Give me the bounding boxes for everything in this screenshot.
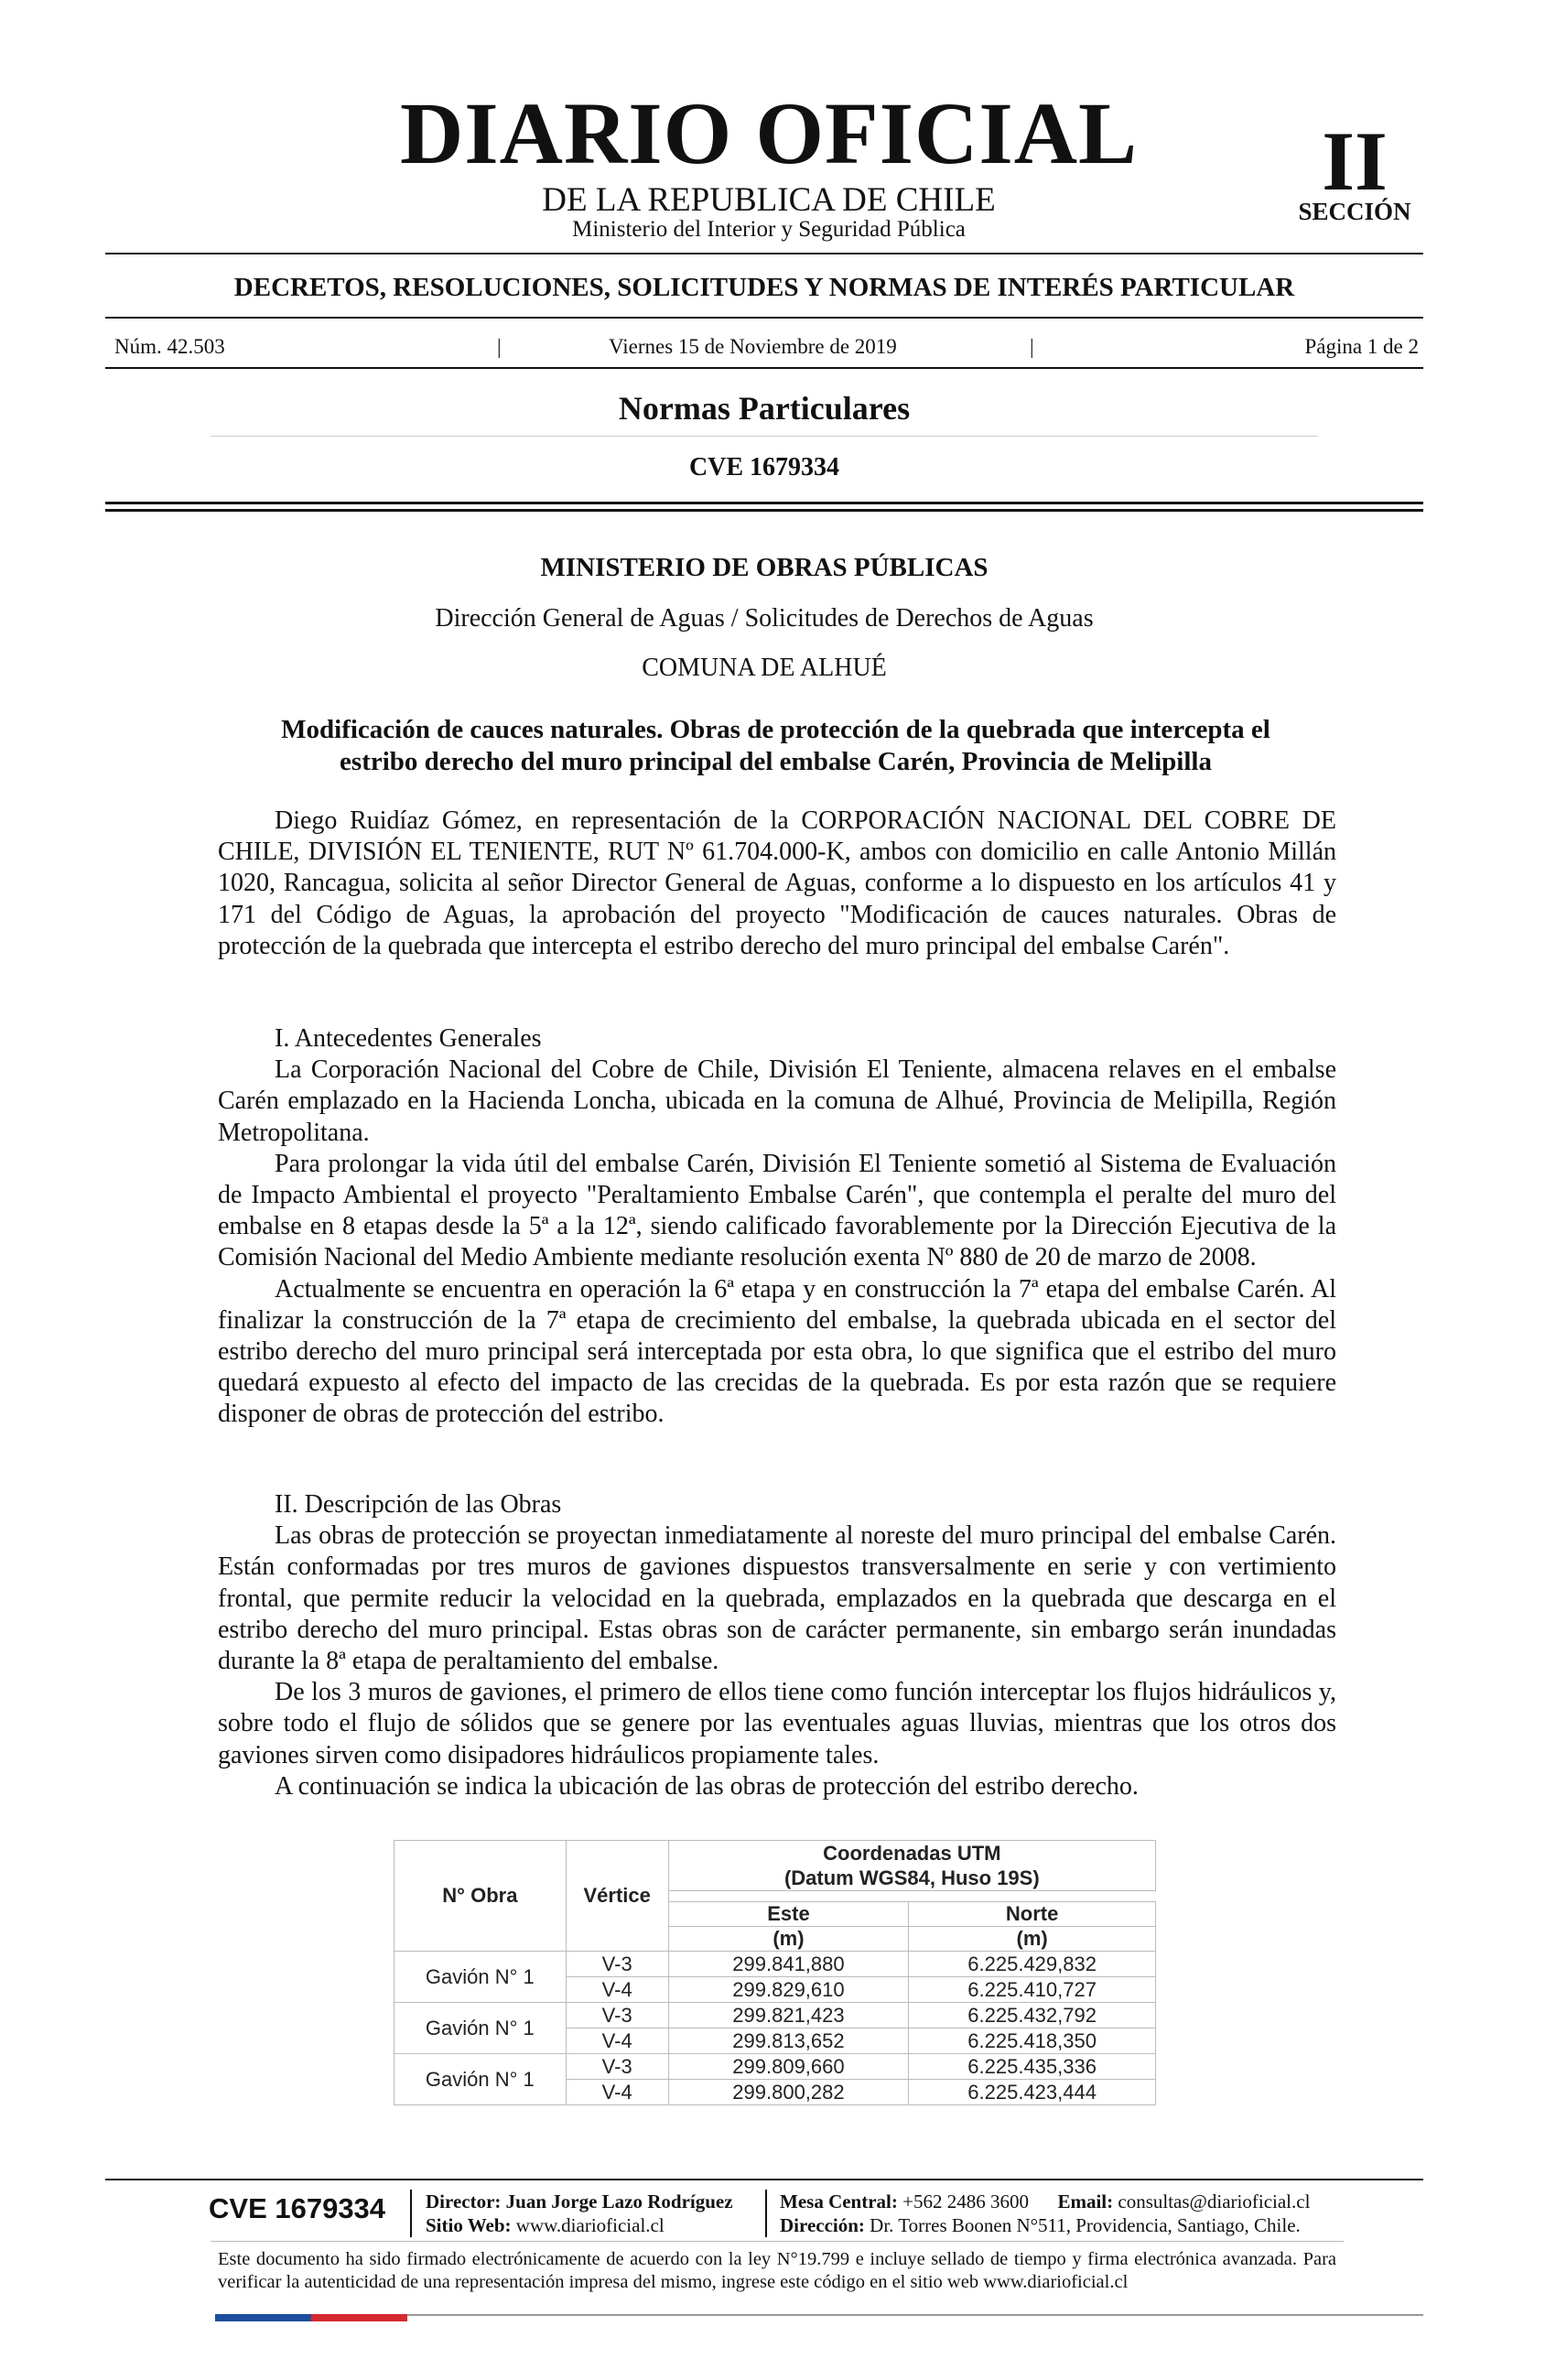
header-unit: (m) [909, 1927, 1156, 1952]
phone-value: +562 2486 3600 [902, 2191, 1029, 2212]
issue-date: Viernes 15 de Noviembre de 2019 [609, 335, 897, 358]
paragraph: A continuación se indica la ubicación de las obras de protección del estribo derecho. [275, 1771, 1139, 1801]
cell-este: 299.813,652 [668, 2028, 909, 2054]
table-row [394, 2003, 1156, 2028]
cell-vertice: V-3 [566, 1952, 668, 1977]
footer-contact-right [780, 2190, 1310, 2237]
paragraph: Diego Ruidíaz Gómez, en representación de la CORPORACIÓN NACIONAL DEL COBRE DE CHILE, DIVISIÓN EL TENIENTE, RUT Nº 61.704.000-K, ambos con domicilio en calle Antonio Millán 1020, Rancagua, solicita al señor Director General de Aguas, conforme a lo dispuesto en los artículos 41 y 171 del Código de Aguas, la aprobación del proyecto "Modificación de cauces naturales. Obras de protección de la quebrada que intercepta el estribo derecho del muro principal del embalse Carén". [218, 806, 1336, 960]
section-heading: I. Antecedentes Generales [275, 1024, 542, 1053]
cell-vertice: V-4 [566, 2028, 668, 2054]
cell-este: 299.809,660 [668, 2054, 909, 2080]
cell-este: 299.829,610 [668, 1977, 909, 2003]
document-title [201, 714, 1350, 778]
cell-norte: 6.225.410,727 [909, 1977, 1156, 2003]
masthead-subtitle: DE LA REPUBLICA DE CHILE [542, 181, 996, 219]
email-link[interactable]: consultas@diarioficial.cl [1118, 2191, 1311, 2212]
table-row [394, 2054, 1156, 2080]
table-row [394, 1952, 1156, 1977]
divider [211, 2241, 1344, 2242]
divider [211, 436, 1318, 437]
cell-vertice: V-4 [566, 2080, 668, 2105]
cell-obra: Gavión N° 1 [394, 2003, 567, 2054]
cell-obra: Gavión N° 1 [394, 2054, 567, 2105]
section-descripcion [218, 1489, 1336, 1802]
separator: | [1030, 335, 1034, 358]
section-antecedentes [218, 1023, 1336, 1431]
cell-norte: 6.225.432,792 [909, 2003, 1156, 2028]
paragraph: Actualmente se encuentra en operación la 6ª etapa y en construcción la 7ª etapa del embalse Carén. Al finalizar la construcción de la 7ª etapa de crecimiento del embalse, la quebrada ubicada en el sector del estribo derecho del muro principal será interceptada por esta obra, lo que significa que el estribo del muro quedará expuesto al efecto del impacto de las crecidas de la quebrada. Es por esta razón que se requiere disponer de obras de protección del estribo. [218, 1274, 1336, 1429]
cve-code: CVE 1679334 [688, 453, 840, 481]
paragraph: De los 3 muros de gaviones, el primero de ellos tiene como función interceptar los flujos hidráulicos y, sobre todo el flujo de sólidos que se genere por las eventuales aguas lluvias, mientras que los otros dos gaviones sirven como disipadores hidráulicos propiamente tales. [218, 1678, 1336, 1769]
header-norte: Norte [909, 1902, 1156, 1927]
header-coordinates-datum: (Datum WGS84, Huso 19S) [783, 1866, 1040, 1889]
address-value: Dr. Torres Boonen N°511, Providencia, Santiago, Chile. [870, 2214, 1301, 2236]
divider [105, 2179, 1423, 2180]
divider [105, 367, 1423, 369]
header-coordinates-title: Coordenadas UTM [823, 1842, 1001, 1865]
paragraph: Las obras de protección se proyectan inmediatamente al noreste del muro principal del embalse Carén. Están conformadas por tres muros de gaviones dispuestos transversalmente en serie y con vertimiento frontal, que permite reducir la velocidad en la quebrada, emplazados en la quebrada que descarga en el estribo derecho del muro principal. Estas obras son de carácter permanente, sin embargo serán inundadas durante la 8ª etapa de peraltamiento del embalse. [218, 1521, 1336, 1676]
divider [105, 502, 1423, 504]
divider [105, 253, 1423, 254]
cell-vertice: V-3 [566, 2003, 668, 2028]
email-label: Email: [1057, 2191, 1114, 2212]
header-este: Este [668, 1902, 909, 1927]
section-number: II [1322, 114, 1388, 208]
document-title-line: estribo derecho del muro principal del embalse Carén, Provincia de Melipilla [340, 747, 1212, 776]
masthead-title: DIARIO OFICIAL [399, 84, 1139, 182]
divider [105, 317, 1423, 319]
footer-cve: CVE 1679334 [209, 2192, 386, 2224]
issue-number: Núm. 42.503 [114, 335, 225, 358]
issue-bar [114, 335, 1419, 362]
section-heading: II. Descripción de las Obras [275, 1490, 562, 1519]
web-link[interactable]: www.diarioficial.cl [515, 2214, 665, 2236]
cell-vertice: V-4 [566, 1977, 668, 2003]
phone-label: Mesa Central: [780, 2191, 898, 2212]
flag-stripe-red [311, 2314, 407, 2321]
cell-este: 299.821,423 [668, 2003, 909, 2028]
coordinates-table [394, 1840, 1156, 2105]
separator: | [497, 335, 502, 358]
cell-norte: 6.225.435,336 [909, 2054, 1156, 2080]
norms-title: Normas Particulares [618, 390, 911, 427]
cell-norte: 6.225.429,832 [909, 1952, 1156, 1977]
issue-page: Página 1 de 2 [1304, 335, 1419, 358]
cell-obra: Gavión N° 1 [394, 1952, 567, 2003]
header-coordinates [668, 1841, 1155, 1891]
paragraph: La Corporación Nacional del Cobre de Chile, División El Teniente, almacena relaves en el embalse Carén emplazado en la Hacienda Loncha, ubicada en la comuna de Alhué, Provincia de Melipilla, Región Metropolitana. [218, 1055, 1336, 1147]
cell-norte: 6.225.418,350 [909, 2028, 1156, 2054]
paragraph: Para prolongar la vida útil del embalse Carén, División El Teniente sometió al Sistema de Evaluación de Impacto Ambiental el proyecto "Peraltamiento Embalse Carén", que contempla el peralte del muro del embalse en 8 etapas desde la 5ª a la 12ª, siendo calificado favorablemente por la Dirección Ejecutiva de la Comisión Nacional del Medio Ambiente mediante resolución exenta Nº 880 de 20 de marzo de 2008. [218, 1149, 1336, 1272]
address-label: Dirección: [780, 2214, 865, 2236]
flag-stripe-blue [215, 2314, 311, 2321]
signature-note: Este documento ha sido firmado electrónicamente de acuerdo con la ley N°19.799 e incluye sellado de tiempo y firma electrónica avanzada. Para verificar la autenticidad de una representación impresa del mismo, ingrese este código en el sitio web www.diarioficial.cl [218, 2249, 1336, 2292]
web-label: Sitio Web: [426, 2214, 512, 2236]
masthead-ministry: Ministerio del Interior y Seguridad Pública [572, 217, 966, 242]
cell-este: 299.841,880 [668, 1952, 909, 1977]
document-title-line: Modificación de cauces naturales. Obras de protección de la quebrada que intercepta el [281, 715, 1270, 744]
direction-line: Dirección General de Aguas / Solicitudes de Derechos de Aguas [435, 604, 1094, 633]
section-label: SECCIÓN [1298, 198, 1411, 225]
director-label: Director: [426, 2191, 502, 2212]
divider [765, 2190, 767, 2237]
cell-norte: 6.225.423,444 [909, 2080, 1156, 2105]
divider [410, 2190, 412, 2237]
section-heading: DECRETOS, RESOLUCIONES, SOLICITUDES Y NORMAS DE INTERÉS PARTICULAR [233, 273, 1295, 302]
header-obra: N° Obra [394, 1841, 567, 1952]
footer-contact-left [426, 2190, 733, 2237]
body-intro [218, 806, 1336, 962]
header-unit: (m) [668, 1927, 909, 1952]
commune-line: COMUNA DE ALHUÉ [642, 654, 887, 682]
header-vertice: Vértice [566, 1841, 668, 1952]
director-name: Juan Jorge Lazo Rodríguez [505, 2191, 733, 2212]
ministry-heading: MINISTERIO DE OBRAS PÚBLICAS [540, 553, 989, 582]
cell-vertice: V-3 [566, 2054, 668, 2080]
divider [105, 509, 1423, 512]
cell-este: 299.800,282 [668, 2080, 909, 2105]
